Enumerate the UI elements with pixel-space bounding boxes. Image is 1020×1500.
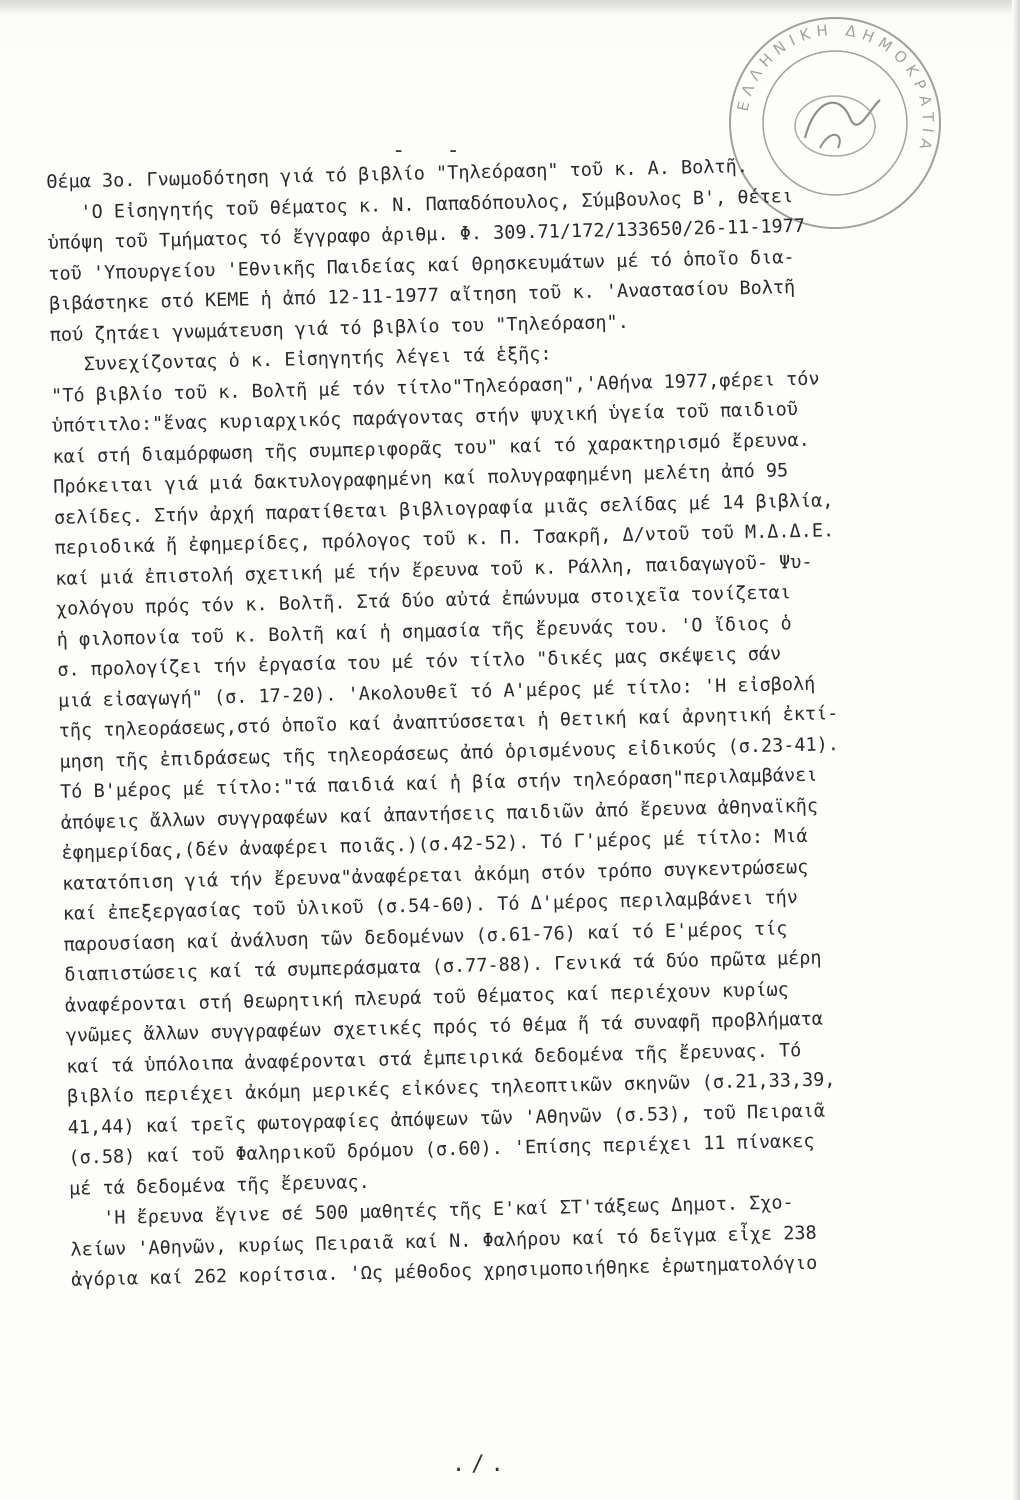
text-line: ἀγόρια καί 262 κορίτσια. 'Ως μέθοδος χρησιμοποιήθηκε ἐρωτηματολόγιο — [71, 1252, 818, 1291]
text-line: χολόγου πρός τόν κ. Βολτῆ. Στά δύο αὐτά ἐπώνυμα στοιχεῖα τονίζεται — [55, 582, 792, 620]
text-line: κατατόπιση γιά τήν ἔρευνα"ἀναφέρεται ἀκόμη στόν τρόπο συγκεντρώσεως — [62, 856, 809, 895]
text-line: ὑπότιτλο:"ἕνας κυριαρχικός παράγοντας στήν ψυχική ὑγεία τοῦ παιδιοῦ — [51, 399, 799, 437]
page-number-dashes: - - — [392, 138, 474, 163]
text-line: λείων 'Αθηνῶν, κυρίως Πειραιᾶ καί Ν. Φαλήρου καί τό δεῖγμα εἶχε 238 — [70, 1222, 817, 1261]
continuation-mark: ./. — [452, 1452, 510, 1477]
text-line: παρουσίαση καί ἀνάλυση τῶν δεδομένων (σ.61-76) καί τό Ε'μέρος τίς — [63, 917, 788, 956]
text-line: καί τά ὑπόλοιπα ἀναφέρονται στά ἐμπειρικά δεδομένα τῆς ἔρευνας. Τό — [66, 1039, 802, 1078]
text-line: ἡ φιλοπονία τοῦ κ. Βολτῆ καί ἡ σημασία τῆς ἔρευνάς του. 'Ο ἴδιος ὁ — [56, 612, 792, 651]
text-line: ὑπόψη τοῦ Τμήματος τό ἔγγραφο ἀριθμ. Φ. 309.71/172/133650/26-11-1977 — [47, 215, 806, 254]
text-line: (σ.58) καί τοῦ Φαληρικοῦ δρόμου (σ.60). 'Επίσης περιέχει 11 πίνακες — [68, 1130, 815, 1169]
text-line: μηση τῆς ἐπιδράσεως τῆς τηλεοράσεως ἀπό ὁρισμένους εἰδικούς (σ.23-41). — [59, 733, 840, 773]
text-line: ἀναφέρονται στή θεωρητική πλευρά τοῦ θέματος καί περιέχουν κυρίως — [64, 978, 790, 1017]
text-line: καί μιά ἐπιστολή σχετική μέ τήν ἔρευνα τοῦ κ. Ράλλη, παιδαγωγοῦ- Ψυ- — [55, 551, 813, 590]
text-line: 'Η ἔρευνα ἔγινε σέ 500 μαθητές τῆς Ε'καί ΣΤ'τάξεως Δημοτ. Σχο- — [69, 1192, 794, 1230]
text-line: Συνεχίζοντας ὁ κ. Εἰσηγητής λέγει τά ἑξῆς: — [50, 343, 552, 376]
text-line: καί στή διαμόρφωση τῆς συμπεριφορᾶς του" καί τό χαρακτηρισμό ἔρευνα. — [52, 429, 810, 468]
text-line: Τό Β'μέρος μέ τίτλο:"τά παιδιά καί ἡ βία στήν τηλεόραση"περιλαμβάνει — [59, 764, 818, 803]
text-line: τοῦ 'Υπουργείου 'Εθνικῆς Παιδείας καί Θρησκευμάτων μέ τό ὁποῖο δια- — [48, 246, 795, 285]
text-line: βιβάστηκε στό ΚΕΜΕ ἡ ἀπό 12-11-1977 αἴτηση τοῦ κ. 'Αναστασίου Βολτῆ — [48, 277, 796, 315]
text-line: καί ἐπεξεργασίας τοῦ ὑλικοῦ (σ.54-60). Τό Δ'μέρος περιλαμβάνει τήν — [62, 887, 799, 925]
text-line: διαπιστώσεις καί τά συμπεράσματα (σ.77-88). Γενικά τά δύο πρῶτα μέρη — [64, 947, 822, 986]
text-line: μέ τά δεδομένα τῆς ἔρευνας. — [68, 1171, 371, 1200]
text-line: τῆς τηλεοράσεως,στό ὁποῖο καί ἀναπτύσσεται ἡ θετική καί ἀρνητική ἐκτί- — [58, 703, 839, 742]
text-line: σ. προλογίζει τήν ἐργασία του μέ τόν τίτλο "δικές μας σκέψεις σάν — [57, 643, 782, 681]
svg-text:ΕΛΛΗΝΙΚΗ ΔΗΜΟΚΡΑΤΙΑ: ΕΛΛΗΝΙΚΗ ΔΗΜΟΚΡΑΤΙΑ — [733, 20, 938, 158]
text-line: ἐφημερίδας,(δέν ἀναφέρει ποιᾶς.)(σ.42-52). Τό Γ'μέρος μέ τίτλο: Μιά — [61, 825, 808, 864]
text-line: Πρόκειται γιά μιά δακτυλογραφημένη καί πολυγραφημένη μελέτη ἀπό 95 — [53, 460, 789, 498]
text-line: περιοδικά ἤ ἐφημερίδες, πρόλογος τοῦ κ. Π. Τσακρῆ, Δ/ντοῦ τοῦ Μ.Δ.Δ.Ε. — [54, 520, 835, 559]
text-line: σελίδες. Στήν ἀρχή παρατίθεται βιβλιογραφία μιᾶς σελίδας μέ 14 βιβλία, — [53, 489, 834, 529]
text-line: "Τό βιβλίο τοῦ κ. Βολτῆ μέ τόν τίτλο"Τηλεόραση",'Αθήνα 1977,φέρει τόν — [50, 368, 820, 407]
text-line: πού ζητάει γνωμάτευση γιά τό βιβλίο του "Τηλεόραση". — [49, 311, 630, 346]
document-body — [46, 147, 1011, 1297]
scan-right-edge — [1012, 0, 1020, 1500]
text-line: μιά εἰσαγωγή" (σ. 17-20). 'Ακολουθεῖ τό Α'μέρος μέ τίτλο: 'Η εἰσβολή — [57, 673, 816, 712]
text-line: Θέμα 3ο. Γνωμοδότηση γιά τό βιβλίο "Τηλεόραση" τοῦ κ. Α. Βολτῆ. — [46, 156, 749, 193]
text-line: ἀπόψεις ἄλλων συγγραφέων καί ἀπαντήσεις παιδιῶν ἀπό ἔρευνα ἀθηναϊκῆς — [60, 795, 819, 834]
text-line: 'Ο Εἰσηγητής τοῦ θέματος κ. Ν. Παπαδόπουλος, Σύμβουλος Β', θέτει — [46, 185, 794, 224]
text-line: γνῶμες ἄλλων συγγραφέων σχετικές πρός τό θέμα ἤ τά συναφῆ προβλήματα — [65, 1008, 824, 1047]
text-line: 41,44) καί τρεῖς φωτογραφίες ἀπόψεων τῶν 'Αθηνῶν (σ.53), τοῦ Πειραιᾶ — [67, 1100, 826, 1139]
text-line: βιβλίο περιέχει ἀκόμη μερικές εἰκόνες τηλεοπτικῶν σκηνῶν (σ.21,33,39, — [66, 1069, 836, 1108]
